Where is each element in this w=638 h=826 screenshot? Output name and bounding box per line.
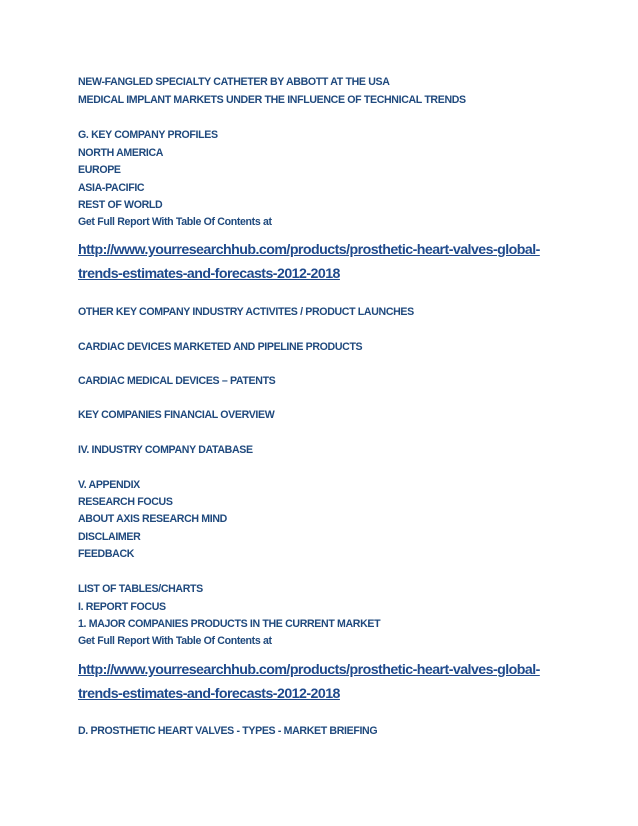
report-link[interactable]: http://www.yourresearchhub.com/products/prosthetic-heart-valves-global- (78, 242, 540, 258)
toc-line: ABOUT AXIS RESEARCH MIND (78, 513, 227, 525)
toc-line: OTHER KEY COMPANY INDUSTRY ACTIVITES / PRODUCT LAUNCHES (78, 306, 414, 318)
toc-line: NEW-FANGLED SPECIALTY CATHETER BY ABBOTT AT THE USA (78, 76, 390, 88)
toc-line: CARDIAC DEVICES MARKETED AND PIPELINE PRODUCTS (78, 341, 363, 353)
report-link-continued[interactable]: trends-estimates-and-forecasts-2012-2018 (78, 686, 340, 702)
toc-line: MEDICAL IMPLANT MARKETS UNDER THE INFLUENCE OF TECHNICAL TRENDS (78, 94, 466, 106)
section-heading: IV. INDUSTRY COMPANY DATABASE (78, 444, 253, 456)
section-heading: G. KEY COMPANY PROFILES (78, 129, 218, 141)
toc-line: EUROPE (78, 164, 121, 176)
toc-line: I. REPORT FOCUS (78, 601, 166, 613)
toc-line: FEEDBACK (78, 548, 135, 560)
toc-line: RESEARCH FOCUS (78, 496, 173, 508)
report-cta-text: Get Full Report With Table Of Contents at (78, 216, 272, 228)
report-link[interactable]: http://www.yourresearchhub.com/products/prosthetic-heart-valves-global- (78, 662, 540, 678)
toc-line: REST OF WORLD (78, 199, 163, 211)
toc-line: CARDIAC MEDICAL DEVICES – PATENTS (78, 375, 276, 387)
report-link-continued[interactable]: trends-estimates-and-forecasts-2012-2018 (78, 266, 340, 282)
toc-line: KEY COMPANIES FINANCIAL OVERVIEW (78, 409, 275, 421)
section-heading: LIST OF TABLES/CHARTS (78, 583, 203, 595)
toc-line: DISCLAIMER (78, 531, 141, 543)
report-cta-text: Get Full Report With Table Of Contents at (78, 635, 272, 647)
toc-line: ASIA-PACIFIC (78, 182, 145, 194)
toc-line: NORTH AMERICA (78, 147, 164, 159)
section-heading: V. APPENDIX (78, 479, 140, 491)
toc-line: 1. MAJOR COMPANIES PRODUCTS IN THE CURRENT MARKET (78, 618, 381, 630)
toc-line: D. PROSTHETIC HEART VALVES - TYPES - MARKET BRIEFING (78, 725, 378, 737)
